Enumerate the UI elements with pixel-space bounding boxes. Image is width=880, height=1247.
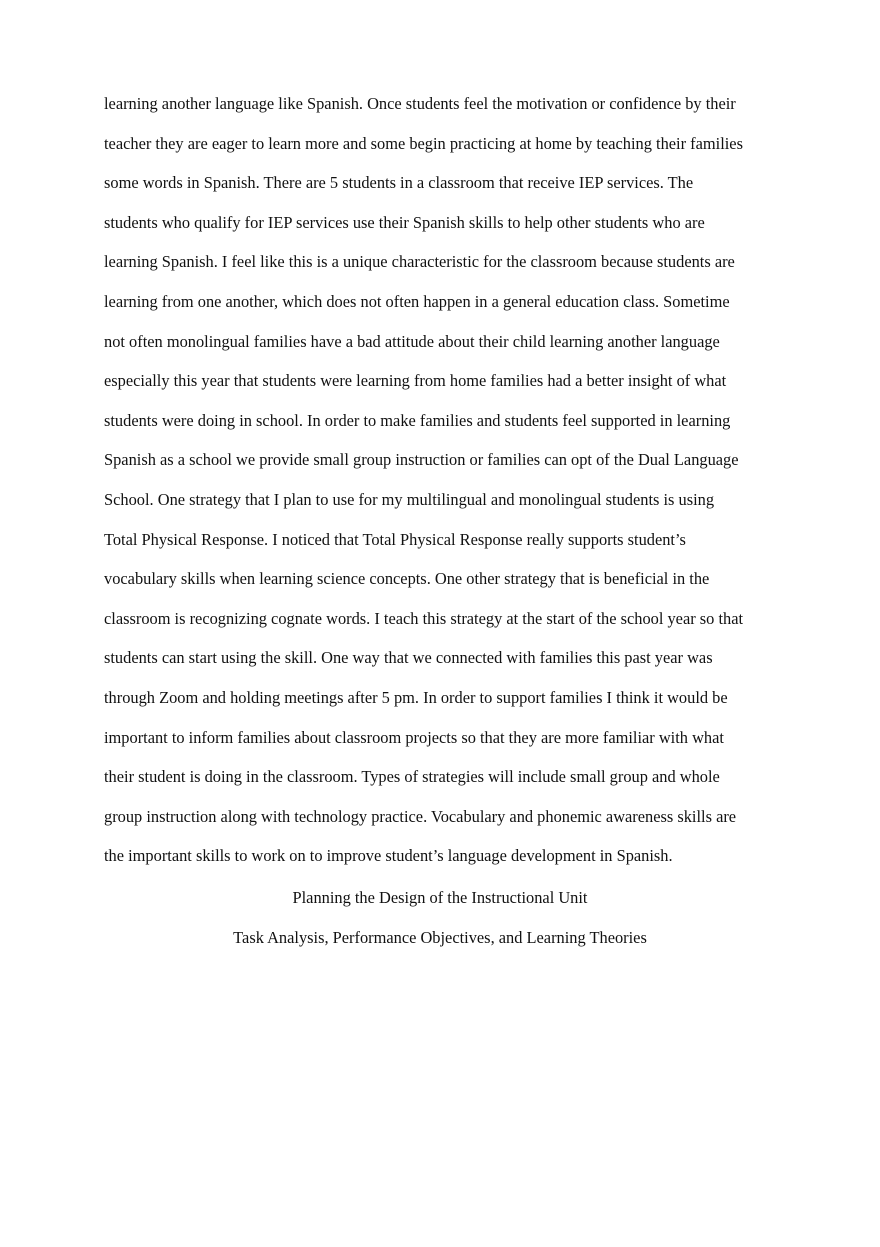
- paragraph-line-17: important to inform families about classroom projects so that they are more familiar with what: [104, 727, 724, 747]
- paragraph-line-16: through Zoom and holding meetings after 5 pm. In order to support families I think it would be: [104, 687, 728, 707]
- paragraph-line-20: the important skills to work on to improve student’s language development in Spanish.: [104, 846, 673, 866]
- paragraph-line-13: vocabulary skills when learning science concepts. One other strategy that is beneficial in the: [104, 569, 710, 589]
- paragraph-line-9: students were doing in school. In order to make families and students feel supported in learning: [104, 410, 731, 430]
- paragraph-line-6: learning from one another, which does not often happen in a general education class. Sometime: [104, 291, 730, 311]
- subsection-heading: Task Analysis, Performance Objectives, and Learning Theories: [233, 928, 647, 947]
- paragraph-line-2: teacher they are eager to learn more and some begin practicing at home by teaching their families: [104, 133, 743, 153]
- paragraph-line-7: not often monolingual families have a bad attitude about their child learning another language: [104, 331, 720, 351]
- paragraph-line-10: Spanish as a school we provide small group instruction or families can opt of the Dual Language: [104, 450, 739, 470]
- paragraph-line-1: learning another language like Spanish. Once students feel the motivation or confidence by their: [104, 94, 736, 113]
- paragraph-line-4: students who qualify for IEP services use their Spanish skills to help other students who are: [104, 212, 705, 232]
- paragraph-line-14: classroom is recognizing cognate words. I teach this strategy at the start of the school year so that: [104, 608, 744, 628]
- paragraph-line-8: especially this year that students were learning from home families had a better insight of what: [104, 371, 727, 391]
- body-paragraph: [104, 84, 804, 876]
- paragraph-line-3: some words in Spanish. There are 5 students in a classroom that receive IEP services. The: [104, 173, 694, 193]
- section-heading: Planning the Design of the Instructional Unit: [292, 888, 588, 907]
- paragraph-line-12: Total Physical Response. I noticed that Total Physical Response really supports student’s: [104, 529, 686, 549]
- paragraph-line-19: group instruction along with technology practice. Vocabulary and phonemic awareness skills are: [104, 806, 737, 826]
- paragraph-line-11: School. One strategy that I plan to use for my multilingual and monolingual students is using: [104, 489, 715, 509]
- paragraph-line-15: students can start using the skill. One way that we connected with families this past year was: [104, 648, 713, 668]
- paragraph-line-18: their student is doing in the classroom. Types of strategies will include small group and whole: [104, 767, 720, 787]
- paragraph-line-5: learning Spanish. I feel like this is a unique characteristic for the classroom because students are: [104, 252, 735, 272]
